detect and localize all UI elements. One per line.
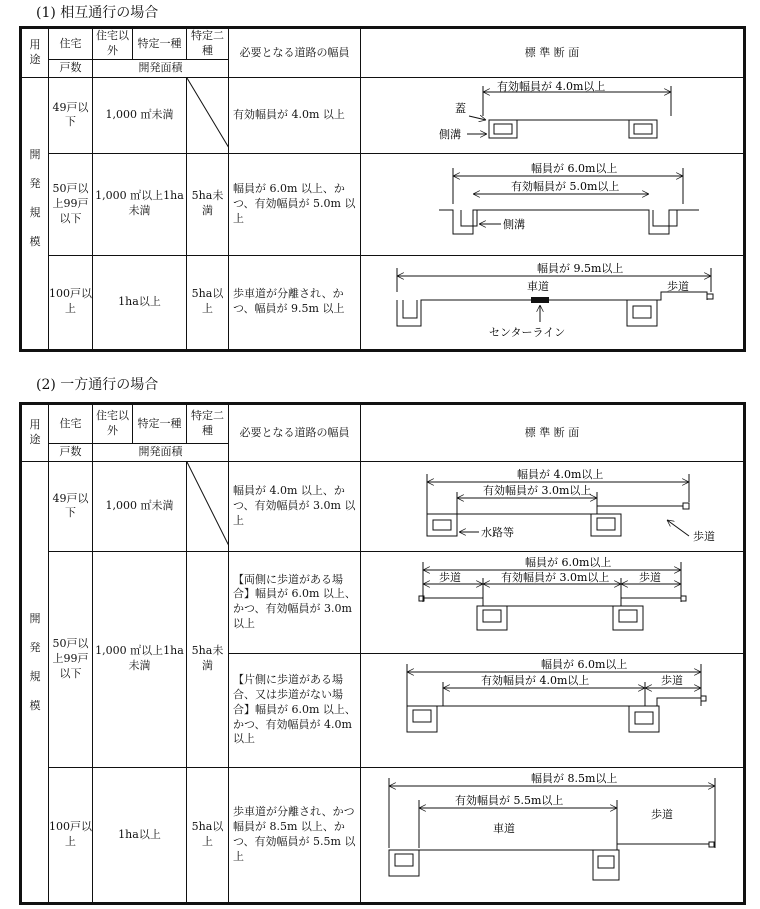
- s1r3-shado-label: 車道: [527, 279, 549, 293]
- s2-header-jutaku-igai: 住宅以外: [93, 404, 133, 444]
- s1r1-diagonal-cell: [187, 78, 229, 154]
- s2r2a-diagram: [361, 551, 745, 653]
- diagonal-line: [187, 78, 229, 148]
- section2-title: (2) 一方通行の場合: [36, 377, 159, 393]
- s1r2-kosu: 50戸以上99戸以下: [49, 153, 93, 255]
- s2r2-tokutei2: 5ha未満: [187, 551, 229, 767]
- s1r3-diagram: [361, 255, 745, 350]
- s2-header-tokutei1: 特定一種: [133, 404, 187, 444]
- s2r3-fukuin-label: 幅員が 8.5m以上: [531, 771, 618, 785]
- diagonal-line: [187, 462, 229, 546]
- cross-section-s2r3: [361, 768, 745, 898]
- s2r3-menseki: 1ha以上: [93, 767, 187, 904]
- s2-header-hyoujun: 標 準 断 面: [361, 404, 745, 462]
- cross-section-s1r2: [361, 154, 745, 250]
- s2r2b-fukuin: 【片側に歩道がある場合、又は歩道がない場合】幅員が 6.0m 以上、かつ、有効幅員が 4.0m 以上: [229, 653, 361, 767]
- s1r1-fukuin: 有効幅員が 4.0m 以上: [229, 78, 361, 154]
- s1r3-menseki: 1ha以上: [93, 255, 187, 350]
- s2r2b-hodo-label: 歩道: [661, 673, 683, 687]
- header-kaihatsu-menseki: 開発面積: [93, 60, 229, 78]
- cross-section-s1r1: [361, 78, 745, 148]
- s2r1-fukuin: 幅員が 4.0m 以上、かつ、有効幅員が 3.0m 以上: [229, 462, 361, 552]
- cross-section-s1r3: [361, 256, 745, 344]
- s1r1-menseki: 1,000 ㎡未満: [93, 78, 187, 154]
- s1r3-center-label: センターライン: [489, 325, 566, 339]
- header-tokutei2: 特定二種: [187, 28, 229, 60]
- header-youto: 用 途: [21, 28, 49, 78]
- s2r3-tokutei2: 5ha以上: [187, 767, 229, 904]
- s2r1-diagonal-cell: [187, 462, 229, 552]
- s2-header-kaihatsu-menseki: 開発面積: [93, 444, 229, 462]
- s2r2-kosu: 50戸以上99戸以下: [49, 551, 93, 767]
- cross-section-s2r1: [361, 462, 745, 546]
- s1r2-sokko-label: 側溝: [503, 217, 525, 231]
- header-tokutei1: 特定一種: [133, 28, 187, 60]
- s1r3-fukuin: 歩車道が分離され、かつ、幅員が 9.5m 以上: [229, 255, 361, 350]
- s1r3-hodo-label: 歩道: [667, 279, 689, 293]
- s2r1-suiro-label: 水路等: [481, 526, 514, 539]
- header-jutaku: 住宅: [49, 28, 93, 60]
- s2r2-menseki: 1,000 ㎡以上1ha未満: [93, 551, 187, 767]
- header-jutaku-igai: 住宅以外: [93, 28, 133, 60]
- s2r2a-hodo-left: 歩道: [439, 570, 461, 584]
- s1r1-yukou-label: 有効幅員が 4.0m以上: [497, 80, 606, 93]
- s2r3-yukou-label: 有効幅員が 5.5m以上: [455, 793, 564, 807]
- s2r3-shado-label: 車道: [493, 821, 515, 835]
- s1r1-kosu: 49戸以下: [49, 78, 93, 154]
- s2r2a-yukou-label: 有効幅員が 3.0m以上: [501, 570, 610, 584]
- s1r1-sokko-label: 側溝: [439, 128, 461, 141]
- s2r1-menseki: 1,000 ㎡未満: [93, 462, 187, 552]
- s2r3-hodo-label: 歩道: [651, 807, 673, 821]
- s1r3-fukuin-label: 幅員が 9.5m以上: [537, 261, 624, 275]
- s1r2-fukuin-label: 幅員が 6.0m以上: [531, 161, 618, 175]
- s2r1-hodo-label: 歩道: [693, 530, 715, 543]
- s2r2a-fukuin-label: 幅員が 6.0m以上: [525, 555, 612, 569]
- s2-header-tokutei2: 特定二種: [187, 404, 229, 444]
- cross-section-s2r2a: [361, 552, 745, 648]
- section2-table: [19, 402, 746, 905]
- s2r2b-yukou-label: 有効幅員が 4.0m以上: [481, 673, 590, 687]
- s2r1-diagram: [361, 462, 745, 552]
- s2-kibo-label: 開 発 規 模: [21, 462, 49, 904]
- s2r3-diagram: [361, 767, 745, 904]
- s2-header-hitsuyou: 必要となる道路の幅員: [229, 404, 361, 462]
- s2-header-kosu: 戸数: [49, 444, 93, 462]
- s1r2-menseki: 1,000 ㎡以上1ha未満: [93, 153, 187, 255]
- cross-section-s2r2b: [361, 654, 745, 762]
- s2r2a-fukuin: 【両側に歩道がある場合】幅員が 6.0m 以上、かつ、有効幅員が 3.0m 以上: [229, 551, 361, 653]
- header-hyoujun: 標 準 断 面: [361, 28, 745, 78]
- s1r1-diagram: [361, 78, 745, 154]
- s1r1-futa-label: 蓋: [455, 102, 466, 115]
- s1r2-tokutei2: 5ha未満: [187, 153, 229, 255]
- s2r2b-fukuin-label: 幅員が 6.0m以上: [541, 657, 628, 671]
- header-kosu: 戸数: [49, 60, 93, 78]
- s2r3-fukuin: 歩車道が分離され、かつ幅員が 8.5m 以上、かつ、有効幅員が 5.5m 以上: [229, 767, 361, 904]
- s1r3-kosu: 100戸以上: [49, 255, 93, 350]
- s2-header-youto: 用 途: [21, 404, 49, 462]
- s1r2-fukuin: 幅員が 6.0m 以上、かつ、有効幅員が 5.0m 以上: [229, 153, 361, 255]
- section1-title: (1) 相互通行の場合: [36, 5, 159, 21]
- kibo-label: 開 発 規 模: [21, 78, 49, 351]
- s2-header-jutaku: 住宅: [49, 404, 93, 444]
- s2r2a-hodo-right: 歩道: [639, 570, 661, 584]
- header-hitsuyou: 必要となる道路の幅員: [229, 28, 361, 78]
- s2r1-fukuin-label: 幅員が 4.0m以上: [517, 468, 604, 481]
- s2r3-kosu: 100戸以上: [49, 767, 93, 904]
- s2r1-kosu: 49戸以下: [49, 462, 93, 552]
- s1r3-tokutei2: 5ha以上: [187, 255, 229, 350]
- s1r2-yukou-label: 有効幅員が 5.0m以上: [511, 179, 620, 193]
- s1r2-diagram: [361, 153, 745, 255]
- s2r2b-diagram: [361, 653, 745, 767]
- s2r1-yukou-label: 有効幅員が 3.0m以上: [483, 484, 592, 497]
- section1-table: [19, 26, 746, 352]
